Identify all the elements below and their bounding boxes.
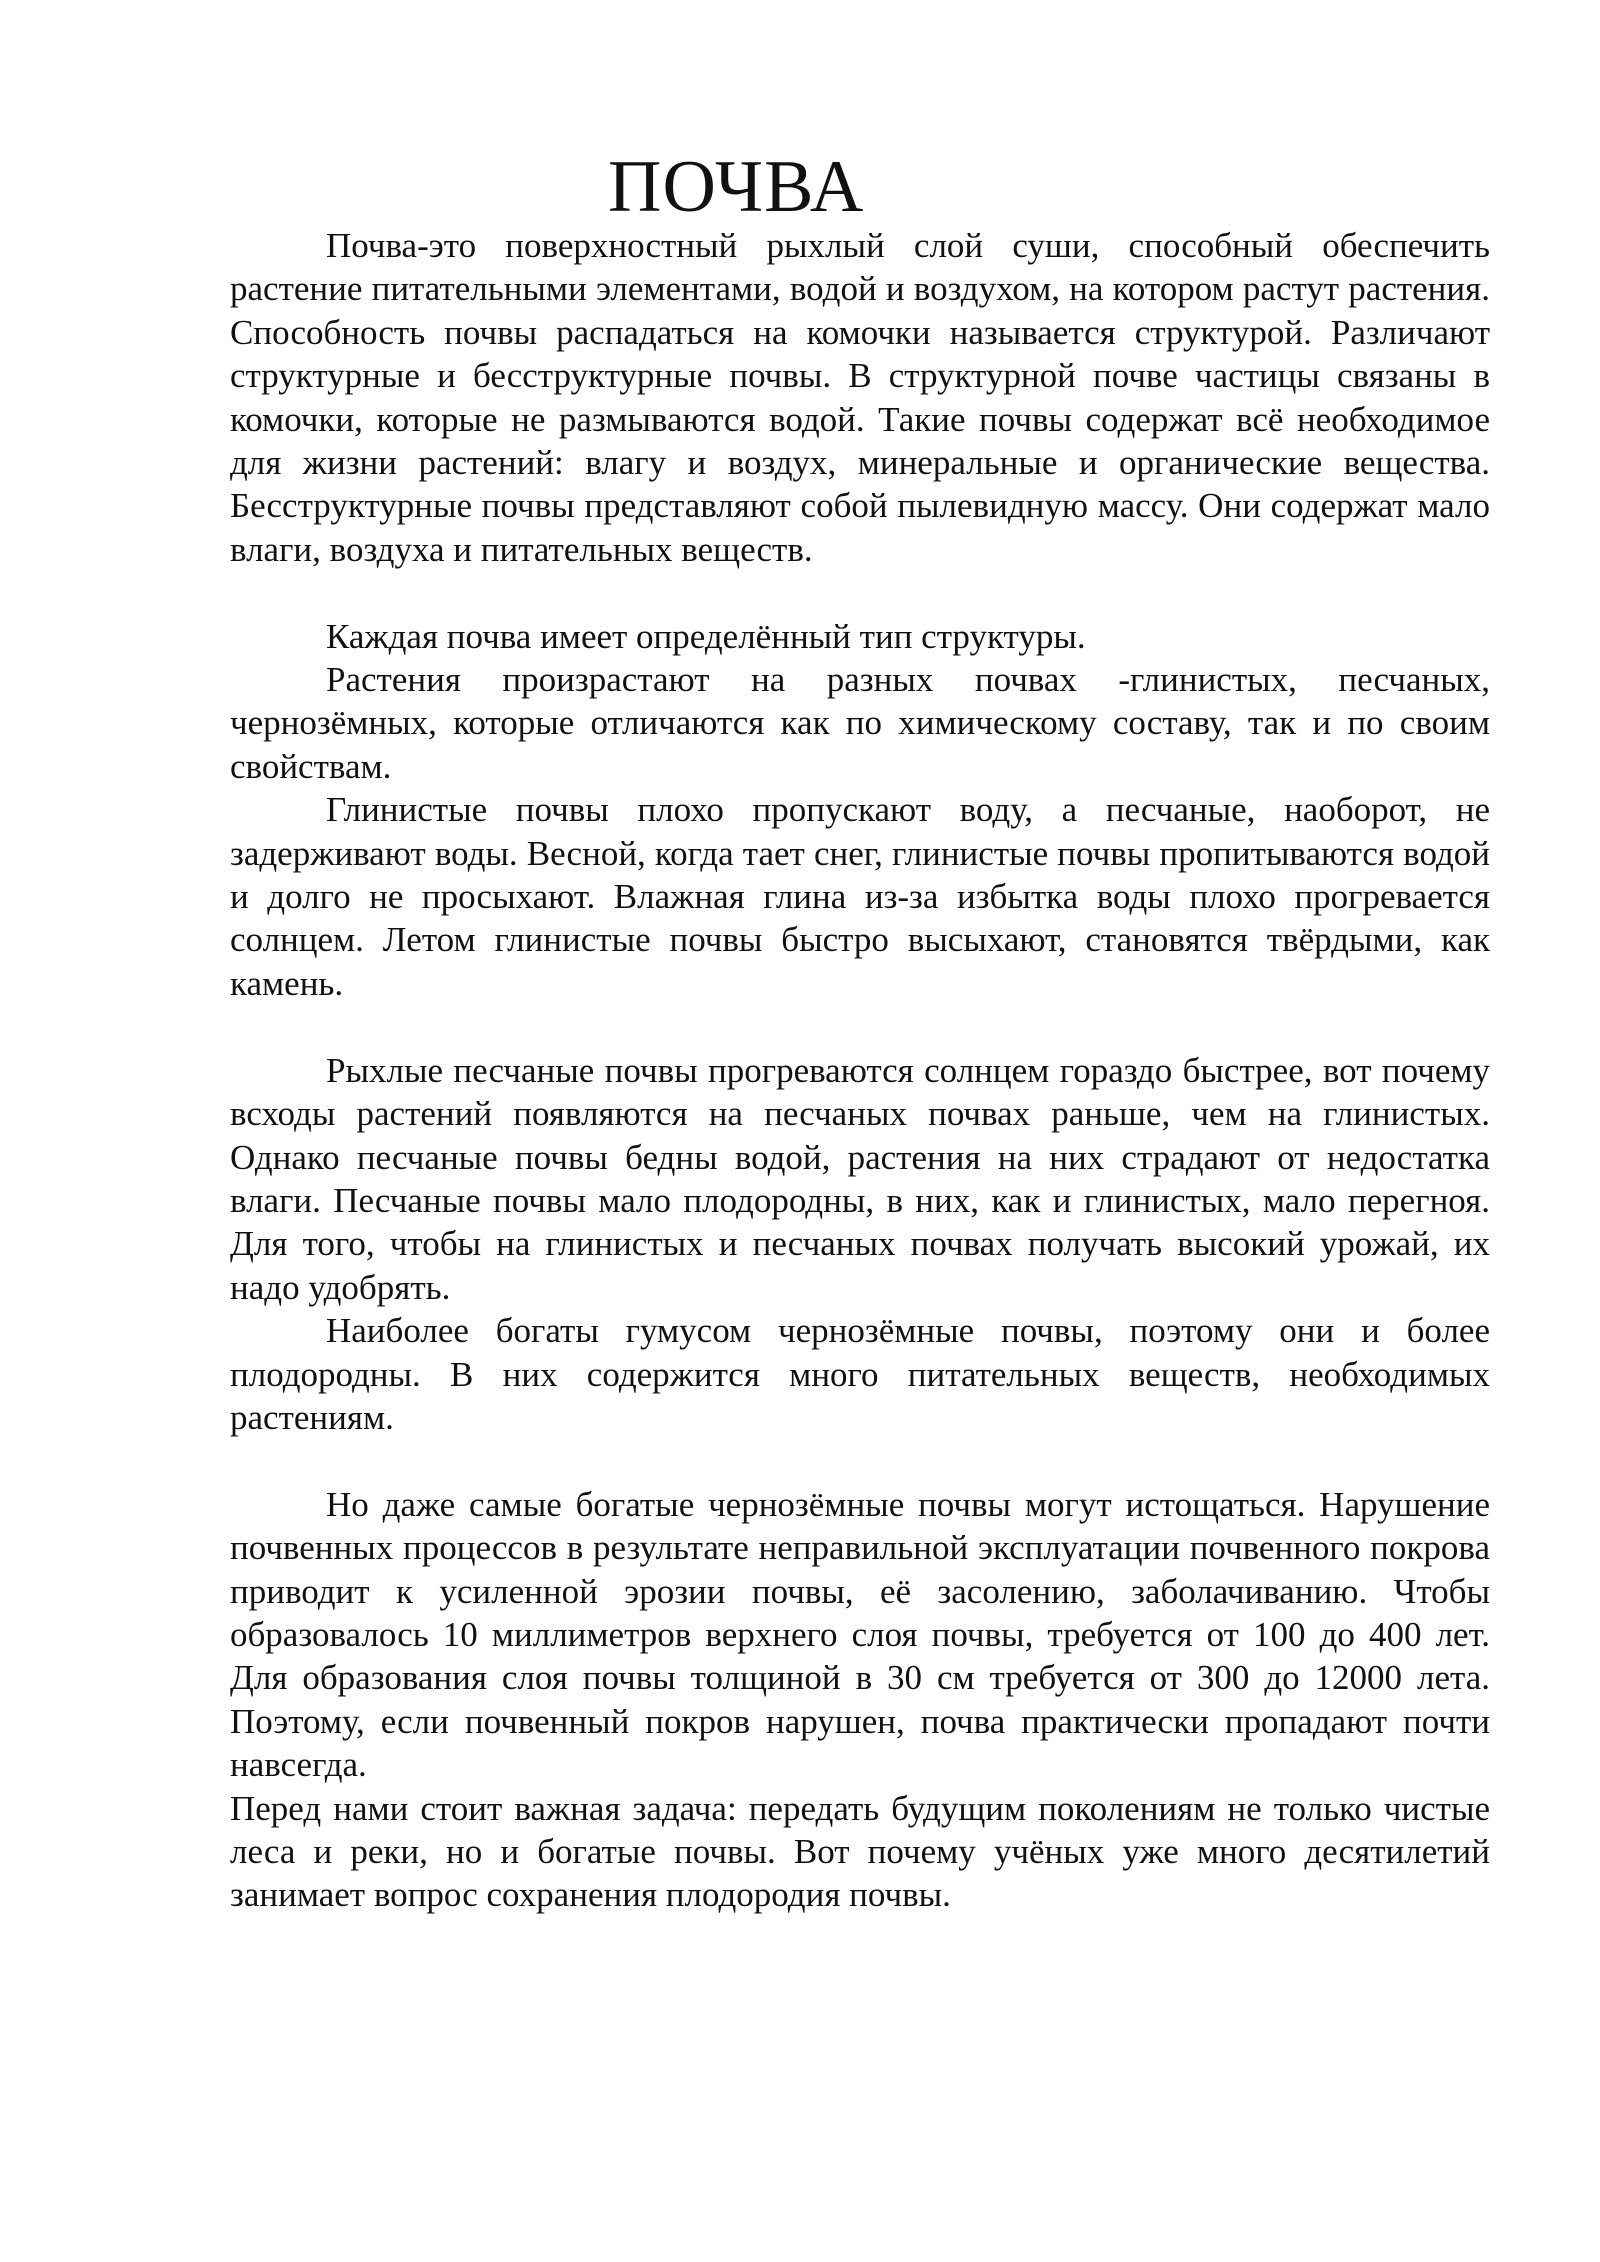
- paragraph-soil-definition: Почва-это поверхностный рыхлый слой суши, способный обеспечить растение питательными элементами, водой и воздухом, на котором растут растения. Способность почвы распадаться на комочки называется структурой. Различают структурные и бесструктурные почвы. В структурной почве частицы связаны в комочки, которые не размываются водой. Такие почвы содержат всё необходимое для жизни растений: влагу и воздух, минеральные и органические вещества. Бесструктурные почвы представляют собой пылевидную массу. Они содержат мало влаги, воздуха и питательных веществ.: [230, 226, 1490, 569]
- paragraph-sandy-soils: Рыхлые песчаные почвы прогреваются солнцем гораздо быстрее, вот почему всходы растений появляются на песчаных почвах раньше, чем на глинистых. Однако песчаные почвы бедны водой, растения на них страдают от недостатка влаги. Песчаные почвы мало плодородны, в них, как и глинистых, мало перегноя. Для того, чтобы на глинистых и песчаных почвах получать высокий урожай, их надо удобрять.: [230, 1050, 1490, 1307]
- paragraph-gap: [230, 1439, 1490, 1482]
- paragraph-gap: [230, 571, 1490, 614]
- paragraph-clay-soils: Глинистые почвы плохо пропускают воду, а песчаные, наоборот, не задерживают воды. Весной, когда тает снег, глинистые почвы пропитываются водой и долго не просыхают. Влажная глина из-за избытка воды плохо прогревается солнцем. Летом глинистые почвы быстро высыхают, становятся твёрдыми, как камень.: [230, 790, 1490, 1003]
- paragraph-chernozem-soils: Наиболее богаты гумусом чернозёмные почвы, поэтому они и более плодородны. В них содержится много питательных веществ, необходимых растениям.: [230, 1311, 1490, 1437]
- document-page: [230, 146, 1490, 1917]
- paragraph-soil-kinds: Растения произрастают на разных почвах -глинистых, песчаных, чернозёмных, которые отличаются как по химическому составу, так и по своим свойствам.: [230, 660, 1490, 786]
- paragraph-structure-type: Каждая почва имеет определённый тип структуры.: [326, 616, 1086, 656]
- paragraph-gap: [230, 1005, 1490, 1048]
- paragraph-soil-depletion: Но даже самые богатые чернозёмные почвы могут истощаться. Нарушение почвенных процессов в результате неправильной эксплуатации почвенного покрова приводит к усиленной эрозии почвы, её засолению, заболачиванию. Чтобы образовалось 10 миллиметров верхнего слоя почвы, требуется от 100 до 400 лет. Для образования слоя почвы толщиной в 30 см требуется от 300 до 12000 лета. Поэтому, если почвенный покров нарушен, почва практически пропадают почти навсегда.: [230, 1484, 1490, 1785]
- document-title: ПОЧВА: [608, 146, 865, 228]
- paragraph-conclusion: Перед нами стоит важная задача: передать будущим поколениям не только чистые леса и реки, но и богатые почвы. Вот почему учёных уже много десятилетий занимает вопрос сохранения плодородия почвы.: [230, 1788, 1490, 1915]
